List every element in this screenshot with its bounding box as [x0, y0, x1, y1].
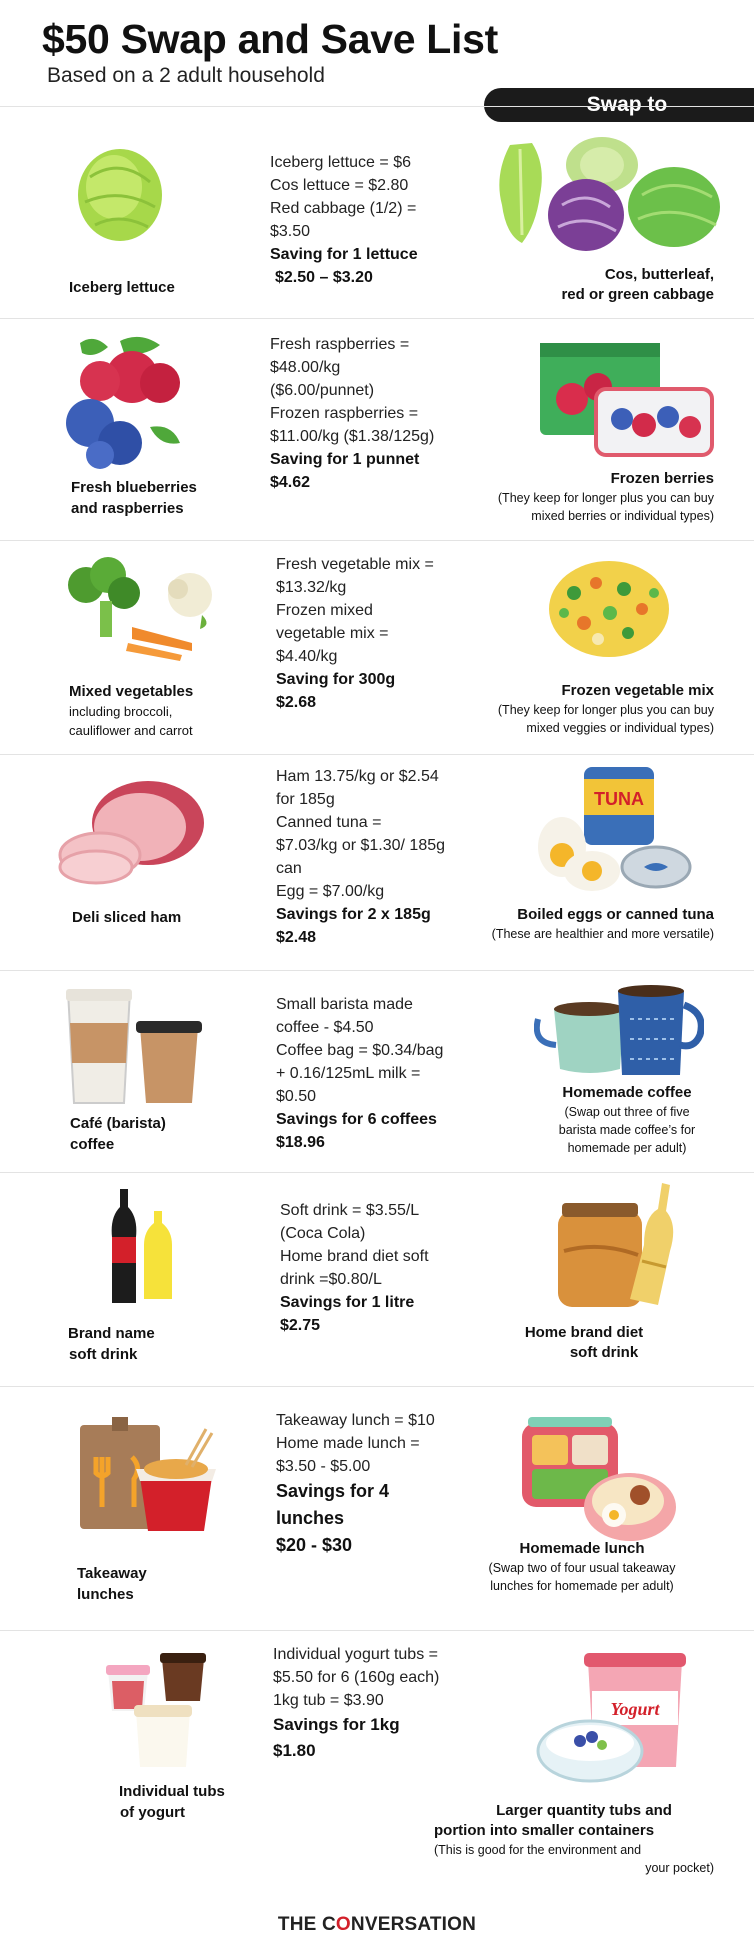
saving-value: $2.68	[276, 694, 317, 711]
homemade-coffee-image	[534, 979, 704, 1079]
fresh-berries-image	[60, 331, 190, 471]
home-brand-drink-image	[554, 1181, 684, 1311]
saving-title: Saving for 1 lettuce	[270, 246, 418, 263]
price-comparison: Ham 13.75/kg or $2.54 for 185g Canned tuna = $7.03/kg or $1.30/ 185g can Egg = $7.00/kg Savings for 2 x 185g $2.48	[276, 765, 486, 949]
saving-title: Saving for 300g	[276, 671, 396, 688]
swap-label: Frozen berries (They keep for longer plus you can buy mixed berries or individual types)	[497, 470, 714, 523]
saving-value: $2.50 – $3.20	[275, 269, 373, 286]
item-label: Fresh blueberries and raspberries	[71, 479, 197, 517]
swap-row-berries	[0, 318, 754, 540]
swap-label: Homemade coffee (Swap out three of five barista made coffee’s for homemade per adult)	[558, 1084, 696, 1155]
frozen-vegetable-mix-image	[544, 553, 674, 663]
saving-value: $4.62	[270, 474, 311, 491]
iceberg-lettuce-image	[70, 137, 170, 247]
swap-row-vegetables	[0, 540, 754, 754]
price-comparison: Fresh raspberries = $48.00/kg ($6.00/punnet) Frozen raspberries = $11.00/kg ($1.38/125g) Saving for 1 punnet $4.62	[270, 333, 475, 494]
saving-title: Saving for 1 punnet	[270, 451, 420, 468]
takeaway-lunch-image	[76, 1417, 226, 1537]
item-label: Café (barista) coffee	[70, 1115, 166, 1153]
swap-label: Frozen vegetable mix (They keep for longer plus you can buy mixed veggies or individual types)	[497, 682, 714, 735]
swap-label: Home brand diet soft drink	[524, 1324, 644, 1361]
frozen-berries-image	[536, 339, 716, 459]
saving-title-2: lunches	[276, 1508, 345, 1528]
swap-to-label: Swap to	[586, 93, 668, 116]
swap-label: Cos, butterleaf, red or green cabbage	[561, 266, 714, 303]
item-label: Individual tubs of yogurt	[119, 1783, 225, 1821]
saving-value: $18.96	[276, 1134, 325, 1151]
saving-title: Savings for 1 litre	[280, 1294, 415, 1311]
homemade-lunch-image	[518, 1417, 678, 1547]
brand-logo: THE CONVERSATION	[277, 1914, 477, 1935]
swap-row-lettuce	[0, 106, 754, 318]
swap-row-lunches	[0, 1386, 754, 1630]
soft-drink-bottles-image	[106, 1187, 186, 1307]
swap-label: Homemade lunch (Swap two of four usual takeaway lunches for homemade per adult)	[488, 1540, 676, 1593]
page-subtitle: Based on a 2 adult household	[47, 64, 325, 87]
swap-row-ham	[0, 754, 754, 970]
saving-title: Savings for 1kg	[273, 1715, 400, 1734]
item-label: Deli sliced ham	[72, 909, 182, 926]
yogurt-tubs-image	[104, 1651, 224, 1771]
saving-value: $2.48	[276, 929, 317, 946]
price-comparison: Fresh vegetable mix = $13.32/kg Frozen mixed vegetable mix = $4.40/kg Saving for 300g $2.68	[276, 553, 481, 714]
yogurt-tub-label: Yogurt	[610, 1699, 660, 1719]
swap-label: Boiled eggs or canned tuna (These are healthier and more versatile)	[491, 906, 714, 941]
price-comparison: Small barista made coffee - $4.50 Coffee bag = $0.34/bag + 0.16/125mL milk = $0.50 Savings for 6 coffees $18.96	[276, 993, 481, 1154]
swap-label: Larger quantity tubs and portion into smaller containers (This is good for the environment and your pocket)	[434, 1802, 714, 1875]
swap-row-soft-drink	[0, 1172, 754, 1386]
cos-and-cabbage-image	[492, 135, 730, 253]
saving-value: $20 - $30	[276, 1535, 353, 1555]
barista-coffee-image	[64, 987, 204, 1107]
item-label: Iceberg lettuce	[69, 279, 175, 296]
price-comparison: Soft drink = $3.55/L (Coca Cola) Home brand diet soft drink =$0.80/L Savings for 1 litre $2.75	[280, 1199, 485, 1337]
price-comparison: Takeaway lunch = $10 Home made lunch = $3.50 - $5.00 Savings for 4 lunches $20 - $30	[276, 1409, 481, 1559]
item-label: Brand name soft drink	[68, 1325, 155, 1363]
deli-ham-image	[56, 775, 206, 885]
saving-title: Savings for 4	[276, 1481, 390, 1501]
eggs-and-tuna-image	[536, 763, 692, 903]
price-comparison: Iceberg lettuce = $6 Cos lettuce = $2.80 Red cabbage (1/2) = $3.50 Saving for 1 lettuce $2.50 – $3.20	[270, 151, 475, 289]
swap-row-yogurt	[0, 1630, 754, 1900]
swap-row-coffee	[0, 970, 754, 1172]
page-title: $50 Swap and Save List	[42, 16, 498, 62]
saving-title: Savings for 6 coffees	[276, 1111, 437, 1128]
saving-value: $2.75	[280, 1317, 321, 1334]
saving-value: $1.80	[273, 1741, 316, 1760]
mixed-vegetables-image	[62, 555, 222, 665]
price-comparison: Individual yogurt tubs = $5.50 for 6 (160g each) 1kg tub = $3.90 Savings for 1kg $1.80	[273, 1643, 483, 1764]
tuna-can-label: TUNA	[594, 789, 644, 809]
large-yogurt-tub-image	[534, 1651, 694, 1791]
item-label: Takeaway lunches	[77, 1565, 147, 1603]
item-label: Mixed vegetables including broccoli, cauliflower and carrot	[69, 683, 194, 738]
saving-title: Savings for 2 x 185g	[276, 906, 431, 923]
